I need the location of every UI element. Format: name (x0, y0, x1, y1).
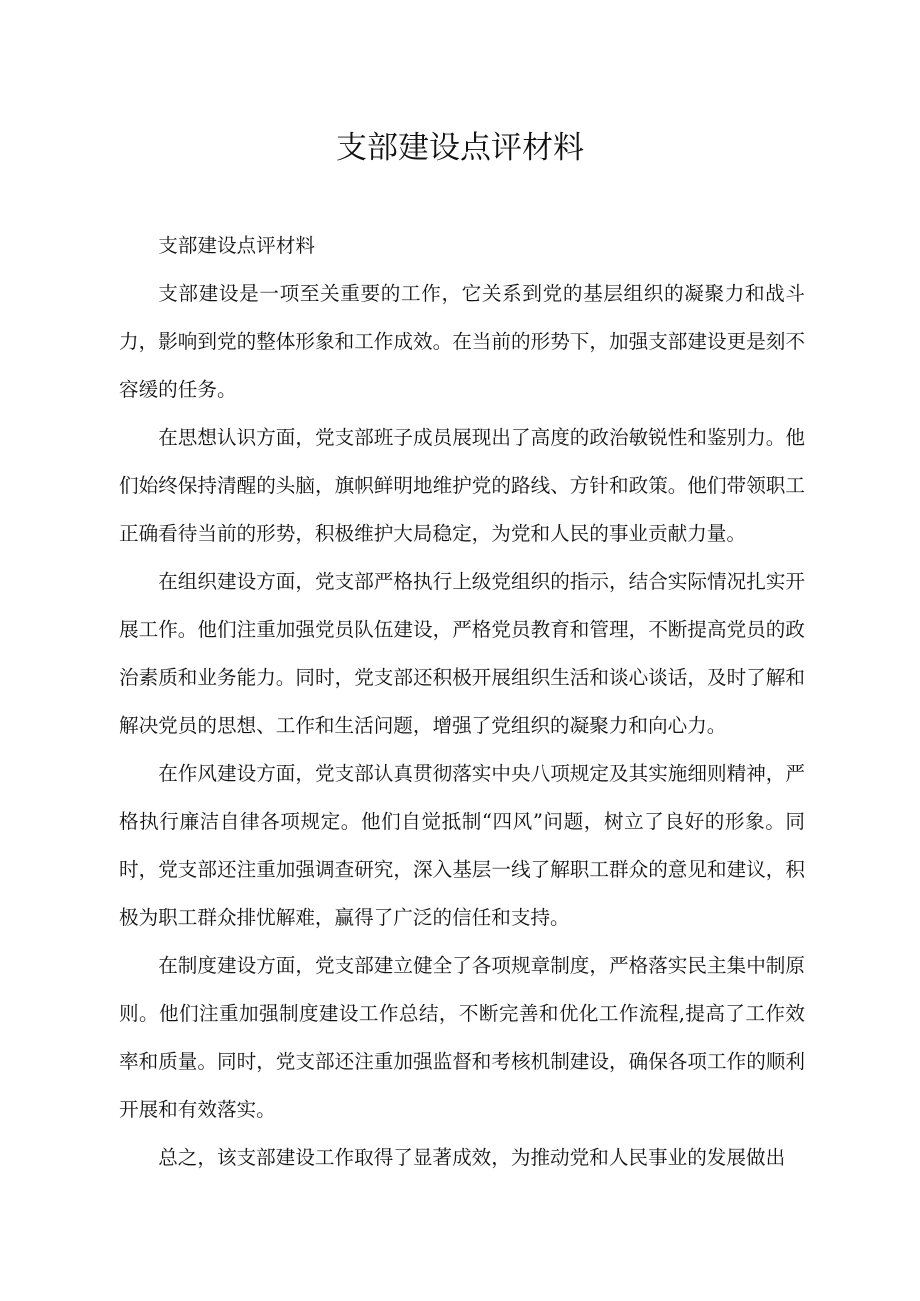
paragraph-introduction: 支部建设是一项至关重要的工作，它关系到党的基层组织的凝聚力和战斗力，影响到党的整体形象和工作成效。在当前的形势下，加强支部建设更是刻不容缓的任务。 (119, 282, 805, 401)
paragraph-ideological: 在思想认识方面，党支部班子成员展现出了高度的政治敏锐性和鉴别力。他们始终保持清醒的头脑，旗帜鲜明地维护党的路线、方针和政策。他们带领职工正确看待当前的形势，积极维护大局稳定，为党和人民的事业贡献力量。 (119, 426, 805, 545)
paragraph-conclusion: 总之，该支部建设工作取得了显著成效，为推动党和人民事业的发展做出 (158, 1146, 786, 1169)
document-title: 支部建设点评材料 (336, 130, 584, 166)
paragraph-institutional: 在制度建设方面，党支部建立健全了各项规章制度，严格落实民主集中制原则。他们注重加强制度建设工作总结，不断完善和优化工作流程,提高了工作效率和质量。同时，党支部还注重加强监督和考核机制建设，确保各项工作的顺利开展和有效落实。 (119, 954, 805, 1121)
document-body (119, 222, 805, 1182)
paragraph-work-style: 在作风建设方面，党支部认真贯彻落实中央八项规定及其实施细则精神，严格执行廉洁自律各项规定。他们自觉抵制“四风”问题，树立了良好的形象。同时，党支部还注重加强调查研究，深入基层一线了解职工群众的意见和建议，积极为职工群众排忧解难，赢得了广泛的信任和支持。 (119, 762, 805, 929)
paragraph-organizational: 在组织建设方面，党支部严格执行上级党组织的指示，结合实际情况扎实开展工作。他们注重加强党员队伍建设，严格党员教育和管理，不断提高党员的政治素质和业务能力。同时，党支部还积极开展组织生活和谈心谈话，及时了解和解决党员的思想、工作和生活问题，增强了党组织的凝聚力和向心力。 (119, 570, 805, 737)
document-subtitle: 支部建设点评材料 (158, 234, 315, 257)
